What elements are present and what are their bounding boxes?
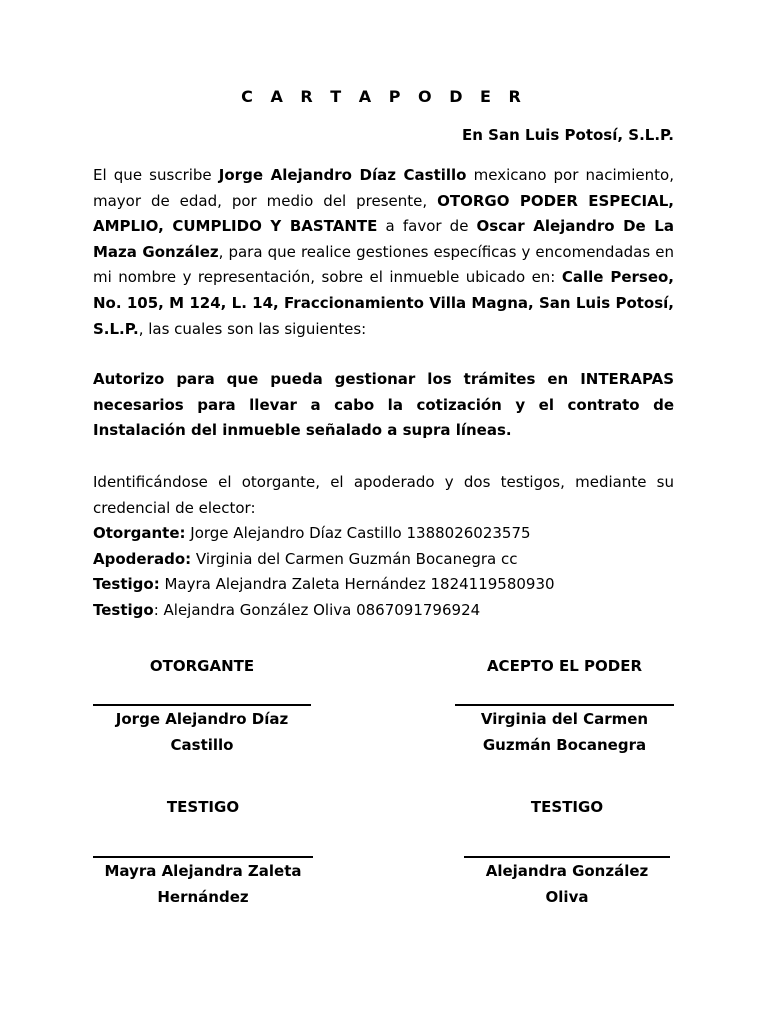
document-place: En San Luis Potosí, S.L.P. [462, 126, 674, 144]
signature-name-line: Guzmán Bocanegra [482, 735, 647, 754]
id-value: Virginia del Carmen Guzmán Bocanegra cc [191, 549, 518, 568]
id-label: Testigo [93, 600, 154, 619]
apoderado-signature-line [455, 704, 674, 706]
otorgante-signature-name [93, 707, 311, 758]
property-address: Calle Perseo, No. 105, M 124, L. 14, Fraccionamiento Villa Magna, San Luis Potosí, S.L.P. [93, 268, 674, 338]
signature-name-line: Alejandra González [485, 862, 649, 880]
id-value: Jorge Alejandro Díaz Castillo 1388026023575 [185, 524, 531, 542]
otorgante-signature-line [93, 704, 311, 706]
otorgante-heading: OTORGANTE [149, 657, 255, 675]
signature-name-line: Oliva [545, 887, 589, 906]
testigo-1-heading: TESTIGO [166, 798, 240, 816]
grant-text-2: mexicano por nacimiento, mayor de edad, por medio del presente, [93, 166, 674, 210]
identification-otorgante [93, 521, 674, 547]
identification-apoderado [93, 547, 674, 573]
authorization-paragraph: Autorizo para que pueda gestionar los trámites en INTERAPAS necesarios para llevar a cabo la cotización y el contrato de Instalación del inmueble señalado a supra líneas. [93, 370, 674, 440]
grant-paragraph [93, 163, 674, 342]
identification-paragraph: Identificándose el otorgante, el apoderado y dos testigos, mediante su credencial de elector: [93, 473, 674, 517]
attorney-name: Oscar Alejandro De La Maza González [93, 217, 674, 261]
id-label: Otorgante: [93, 524, 186, 542]
signature-name-line: Hernández [157, 887, 249, 906]
signature-name-line: Castillo [170, 735, 234, 754]
grantor-name: Jorge Alejandro Díaz Castillo [218, 166, 467, 184]
signature-name-line: Virginia del Carmen [480, 710, 649, 728]
grant-text-5: , las cuales son las siguientes: [138, 319, 367, 338]
signature-name-line: Jorge Alejandro Díaz [115, 710, 289, 728]
identification-list [93, 521, 674, 623]
id-value: : Alejandra González Oliva 0867091796924 [153, 600, 481, 619]
testigo-1-signature-line [93, 856, 313, 858]
id-label: Testigo: [93, 575, 160, 594]
testigo-2-signature-name [464, 859, 670, 910]
power-type: OTORGO PODER ESPECIAL, AMPLIO, CUMPLIDO Y BASTANTE [93, 191, 675, 236]
apoderado-heading: ACEPTO EL PODER [486, 657, 643, 675]
identification-testigo-1 [93, 572, 674, 598]
grant-text-3: a favor de [377, 217, 477, 236]
document-title: C A R T A P O D E R [241, 87, 527, 106]
identification-testigo-2 [93, 598, 674, 624]
testigo-2-heading: TESTIGO [530, 798, 604, 816]
id-value: Mayra Alejandra Zaleta Hernández 1824119580930 [159, 575, 555, 594]
testigo-2-signature-line [464, 856, 670, 858]
grant-text-1: El que suscribe [93, 166, 219, 184]
id-label: Apoderado: [93, 549, 192, 568]
signature-name-line: Mayra Alejandra Zaleta [104, 862, 302, 880]
grant-text-4: , para que realice gestiones específicas y encomendadas en mi nombre y representación, sobre el inmueble ubicado en: [93, 242, 674, 287]
apoderado-signature-name [455, 707, 674, 758]
testigo-1-signature-name [93, 859, 313, 910]
